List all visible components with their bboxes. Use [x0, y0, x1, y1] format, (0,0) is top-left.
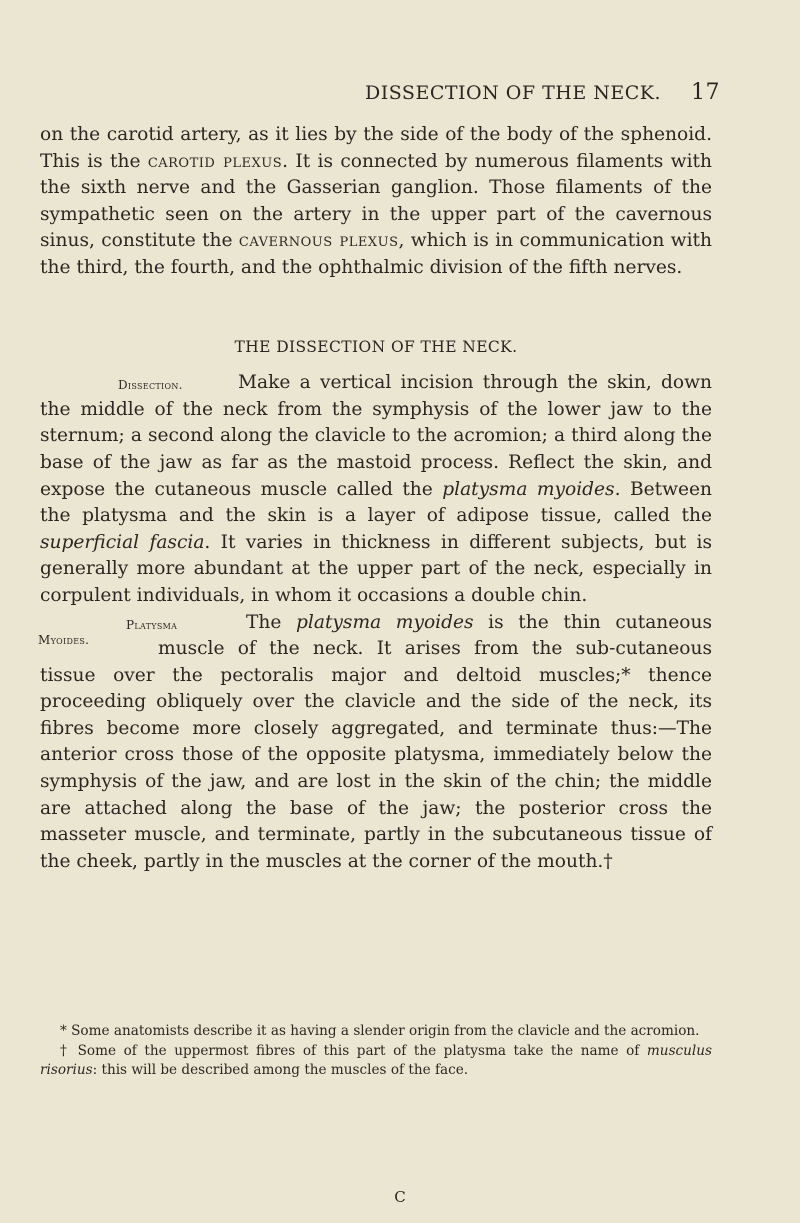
text-run: Make a vertical incision through the skin, down the middle of the neck from the symphysis of the lower jaw to the sternum; a second along the clavicle to the acromion; a third along the base of the jaw as far as the mastoid process. Reflect the skin, and expose the cutaneous muscle called the	[40, 372, 712, 500]
signature-mark: C	[394, 1188, 406, 1206]
section-heading: THE DISSECTION OF THE NECK.	[234, 337, 518, 356]
paragraph-carotid	[40, 122, 712, 282]
term-superficial-fascia: superficial fascia	[40, 531, 205, 553]
paragraph-dissection	[40, 370, 712, 609]
margin-note-platysma: Platysma Myoides.	[38, 617, 178, 647]
term-platysma-myoides-2: platysma myoides	[296, 611, 474, 633]
term-carotid-plexus: carotid plexus	[147, 150, 283, 172]
running-head	[0, 80, 720, 105]
paragraph-platysma	[40, 610, 712, 876]
text-run: , which is in communication with the third, the fourth, and the ophthalmic division of the fifth nerves.	[40, 230, 712, 278]
term-musculus-risorius: musculus risorius	[40, 1042, 712, 1078]
footnote-2	[40, 1042, 712, 1081]
page-number: 17	[691, 80, 720, 105]
text-run: : this will be described among the muscles of the face.	[92, 1062, 469, 1078]
term-platysma-myoides: platysma myoides	[442, 478, 615, 500]
text-run: is the thin cutaneous muscle of the neck. It arises from the sub-cutaneous tissue over the pectoralis major and deltoid muscles;* thence proceeding obliquely over the clavicle and the side of the neck, its fibres become more closely aggregated, and terminate thus:—The anterior cross those of the opposite platysma, immediately below the symphysis of the jaw, and are lost in the skin of the chin; the middle are attached along the base of the jaw; the posterior cross the masseter muscle, and terminate, partly in the subcutaneous tissue of the cheek, partly in the muscles at the corner of the mouth.†	[40, 611, 712, 872]
text-run: The	[246, 611, 297, 633]
text-run: on the carotid artery, as it lies by the side of the body of the sphenoid. This is the	[40, 124, 712, 172]
running-title: DISSECTION OF THE NECK.	[365, 82, 661, 104]
text-run: . Between the platysma and the skin is a layer of adipose tissue, called the	[40, 478, 712, 527]
footnote-1: * Some anatomists describe it as having a slender origin from the clavicle and the acromion.	[60, 1023, 700, 1039]
text-run: † Some of the uppermost fibres of this part of the platysma take the name of	[60, 1042, 647, 1059]
text-run: . It varies in thickness in different subjects, but is generally more abundant at the upper part of the neck, especially in corpulent individuals, in whom it occasions a double chin.	[40, 531, 712, 606]
footnotes	[40, 1022, 712, 1081]
body-text	[40, 122, 712, 875]
margin-note-dissection: Dissection.	[118, 378, 183, 393]
text-run: . It is connected by numerous filaments with the sixth nerve and the Gasserian ganglion. Those filaments of the sympathetic seen on the artery in the upper part of the cavernous sinus, constitute the	[40, 150, 712, 252]
term-cavernous-plexus: cavernous plexus	[238, 230, 399, 252]
